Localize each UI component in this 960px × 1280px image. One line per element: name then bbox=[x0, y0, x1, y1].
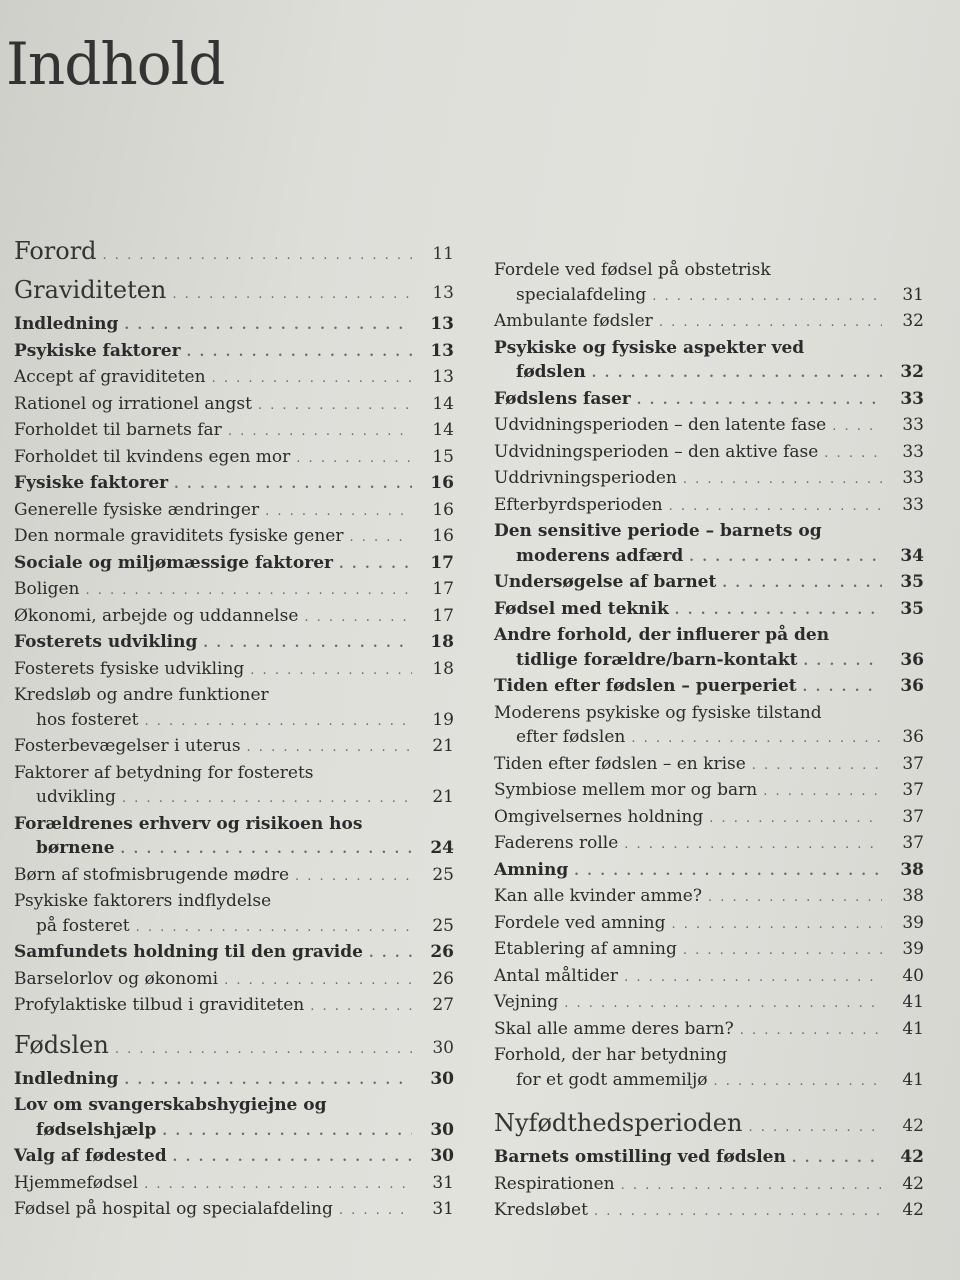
page-number: 26 bbox=[430, 942, 454, 962]
toc-entry bbox=[14, 339, 454, 366]
toc-entry-title: Faderens rolle bbox=[494, 833, 619, 853]
page-title: Indhold bbox=[6, 30, 225, 98]
toc-entry-title: Udvidningsperioden – den aktive fase bbox=[494, 441, 819, 462]
page-number: 14 bbox=[432, 393, 454, 414]
toc-entry-title: Fødsel med teknik bbox=[494, 598, 669, 619]
dot-leader bbox=[295, 865, 412, 890]
toc-entry-title: Fødsel på hospital og specialafdeling bbox=[14, 1199, 333, 1219]
page-number: 34 bbox=[900, 545, 924, 566]
toc-entry bbox=[14, 577, 454, 604]
dot-leader bbox=[224, 969, 412, 994]
toc-entry-title: Profylaktiske tilbud i graviditeten bbox=[14, 995, 305, 1015]
toc-entry bbox=[494, 413, 924, 440]
dot-leader bbox=[624, 966, 882, 991]
dot-leader bbox=[172, 278, 412, 312]
toc-entry-title: Fordele ved fødsel på obstetrisk bbox=[494, 260, 771, 280]
toc-entry-title: Efterbyrdsperioden bbox=[494, 494, 663, 515]
toc-entry bbox=[494, 778, 924, 805]
dot-leader bbox=[173, 1146, 412, 1171]
toc-entry bbox=[494, 1198, 924, 1225]
dot-leader bbox=[804, 650, 883, 675]
dot-leader bbox=[714, 1070, 882, 1095]
toc-entry bbox=[14, 657, 454, 684]
dot-leader bbox=[763, 780, 882, 805]
toc-entry bbox=[14, 734, 454, 761]
page-number: 30 bbox=[432, 1037, 454, 1058]
dot-leader bbox=[594, 1200, 882, 1225]
dot-leader bbox=[339, 1199, 412, 1224]
page-number: 39 bbox=[902, 912, 924, 933]
toc-entry bbox=[14, 889, 454, 940]
dot-leader bbox=[265, 500, 412, 525]
toc-entry bbox=[14, 273, 454, 312]
toc-entry-title: Sociale og miljømæssige faktorer bbox=[14, 552, 333, 573]
toc-entry bbox=[494, 674, 924, 701]
page-number: 39 bbox=[902, 939, 924, 959]
page-number: 41 bbox=[902, 1069, 924, 1090]
toc-entry-title-continued: for et godt ammemiljø bbox=[516, 1069, 708, 1090]
toc-entry bbox=[14, 445, 454, 472]
page-number: 32 bbox=[902, 311, 924, 331]
page-number: 41 bbox=[902, 992, 924, 1012]
page-number: 14 bbox=[432, 420, 454, 440]
dot-leader bbox=[637, 389, 882, 414]
toc-entry-title: Den normale graviditets fysiske gener bbox=[14, 526, 344, 546]
page-number: 17 bbox=[432, 605, 454, 626]
toc-entry-title: Fosterbevægelser i uterus bbox=[14, 736, 241, 756]
toc-entry-title-continued: børnene bbox=[36, 838, 115, 858]
page-number: 33 bbox=[902, 415, 924, 435]
toc-entry bbox=[14, 392, 454, 419]
toc-entry-title: Vejning bbox=[494, 992, 559, 1012]
toc-entry bbox=[494, 1043, 924, 1094]
page-number: 21 bbox=[432, 787, 454, 807]
dot-leader bbox=[652, 285, 882, 310]
dot-leader bbox=[689, 546, 882, 571]
toc-entry bbox=[14, 1197, 454, 1224]
toc-entry-title: Etablering af amning bbox=[494, 939, 677, 959]
dot-leader bbox=[675, 599, 882, 624]
toc-entry bbox=[494, 1172, 924, 1199]
toc-entry bbox=[14, 524, 454, 551]
toc-entry bbox=[14, 1144, 454, 1171]
toc-entry bbox=[14, 418, 454, 445]
toc-entry bbox=[494, 309, 924, 336]
page-number: 37 bbox=[902, 833, 924, 853]
toc-entry bbox=[14, 471, 454, 498]
page-number: 33 bbox=[902, 441, 924, 462]
dot-leader bbox=[250, 659, 412, 684]
toc-entry bbox=[494, 466, 924, 493]
page-number: 35 bbox=[900, 572, 924, 592]
page-number: 21 bbox=[432, 736, 454, 756]
toc-entry-title: Generelle fysiske ændringer bbox=[14, 499, 260, 520]
toc-entry-title: Moderens psykiske og fysiske tilstand bbox=[494, 702, 822, 723]
page-number: 31 bbox=[902, 284, 924, 305]
page-number: 40 bbox=[902, 965, 924, 986]
toc-entry-title: Forholdet til barnets far bbox=[14, 420, 222, 440]
toc-entry-title: Børn af stofmisbrugende mødre bbox=[14, 864, 290, 885]
toc-entry-title-continued: udvikling bbox=[36, 787, 116, 807]
toc-left-column bbox=[14, 234, 454, 1224]
page-number: 27 bbox=[432, 995, 454, 1015]
page-number: 42 bbox=[900, 1147, 924, 1167]
toc-entry-title: Amning bbox=[494, 859, 569, 880]
toc-entry bbox=[14, 863, 454, 890]
page-number: 38 bbox=[902, 886, 924, 906]
toc-right-column bbox=[494, 258, 924, 1225]
toc-entry bbox=[494, 1017, 924, 1044]
toc-entry bbox=[14, 1171, 454, 1198]
toc-entry-title: Ambulante fødsler bbox=[494, 311, 653, 331]
toc-entry bbox=[14, 1093, 454, 1144]
toc-entry-title: Valg af fødested bbox=[14, 1146, 167, 1166]
dot-leader bbox=[115, 1033, 412, 1067]
toc-entry-title: Barnets omstilling ved fødslen bbox=[494, 1147, 786, 1167]
page-number: 19 bbox=[432, 709, 454, 730]
page-number: 35 bbox=[900, 598, 924, 619]
toc-entry-title-continued: specialafdeling bbox=[516, 284, 647, 305]
toc-entry bbox=[14, 1067, 454, 1094]
dot-leader bbox=[803, 676, 882, 701]
dot-leader bbox=[722, 572, 882, 597]
dot-leader bbox=[683, 939, 882, 964]
toc-entry bbox=[494, 1145, 924, 1172]
toc-entry bbox=[494, 440, 924, 467]
dot-leader bbox=[621, 1174, 882, 1199]
page-number: 13 bbox=[430, 314, 454, 334]
toc-entry-title: Faktorer af betydning for fosterets bbox=[14, 762, 314, 783]
page-number: 42 bbox=[902, 1200, 924, 1220]
toc-entry bbox=[494, 964, 924, 991]
dot-leader bbox=[174, 473, 412, 498]
toc-entry-title: Samfundets holdning til den gravide bbox=[14, 942, 363, 962]
toc-entry-title: Økonomi, arbejde og uddannelse bbox=[14, 605, 299, 626]
dot-leader bbox=[792, 1147, 882, 1172]
dot-leader bbox=[672, 913, 883, 938]
page-number: 33 bbox=[900, 388, 924, 409]
toc-entry bbox=[494, 701, 924, 752]
toc-entry-title: Psykiske faktorers indflydelse bbox=[14, 891, 272, 911]
dot-leader bbox=[748, 1111, 882, 1145]
page-number: 30 bbox=[430, 1068, 454, 1089]
toc-entry bbox=[14, 604, 454, 631]
page-number: 37 bbox=[902, 806, 924, 827]
toc-entry bbox=[14, 683, 454, 734]
dot-leader bbox=[121, 838, 412, 863]
dot-leader bbox=[339, 553, 412, 578]
page-number: 30 bbox=[430, 1146, 454, 1166]
toc-entry-title: Nyfødthedsperioden bbox=[494, 1109, 743, 1137]
toc-entry-title: Undersøgelse af barnet bbox=[494, 572, 717, 592]
toc-entry-title-continued: efter fødslen bbox=[516, 727, 626, 747]
dot-leader bbox=[86, 579, 413, 604]
toc-entry bbox=[494, 937, 924, 964]
dot-leader bbox=[124, 314, 412, 339]
dot-leader bbox=[824, 442, 882, 467]
toc-entry-title: Accept af graviditeten bbox=[14, 367, 206, 387]
toc-entry-title: Tiden efter fødslen – en krise bbox=[494, 753, 746, 774]
dot-leader bbox=[162, 1120, 412, 1145]
toc-entry-title-continued: fødslen bbox=[516, 362, 586, 382]
dot-leader bbox=[258, 394, 412, 419]
dot-leader bbox=[631, 727, 882, 752]
page-number: 42 bbox=[902, 1173, 924, 1194]
toc-entry-title: Tiden efter fødslen – puerperiet bbox=[494, 676, 797, 696]
page-number: 11 bbox=[432, 244, 454, 264]
toc-entry-title: Psykiske og fysiske aspekter ved bbox=[494, 337, 805, 358]
page-number: 30 bbox=[430, 1119, 454, 1140]
toc-entry-title: Udvidningsperioden – den latente fase bbox=[494, 415, 827, 435]
toc-entry bbox=[14, 761, 454, 812]
page-number: 32 bbox=[900, 362, 924, 382]
toc-entry bbox=[14, 993, 454, 1020]
toc-entry bbox=[494, 911, 924, 938]
toc-entry bbox=[494, 623, 924, 674]
toc-entry-title: Forældrenes erhverv og risikoen hos bbox=[14, 813, 363, 834]
dot-leader bbox=[832, 415, 882, 440]
page-number: 37 bbox=[902, 780, 924, 800]
toc-entry bbox=[14, 1028, 454, 1067]
page-number: 16 bbox=[430, 473, 454, 493]
toc-entry-title: Symbiose mellem mor og barn bbox=[494, 780, 758, 800]
page-number: 15 bbox=[432, 446, 454, 467]
dot-leader bbox=[136, 916, 412, 941]
toc-entry bbox=[14, 498, 454, 525]
page-number: 31 bbox=[432, 1172, 454, 1193]
toc-entry bbox=[494, 570, 924, 597]
toc-entry-title: Fødslen bbox=[14, 1030, 109, 1059]
page-number: 24 bbox=[430, 838, 454, 858]
toc-entry bbox=[494, 752, 924, 779]
page-number: 33 bbox=[902, 468, 924, 488]
dot-leader bbox=[144, 1173, 412, 1198]
toc-entry-title: Kredsløb og andre funktioner bbox=[14, 685, 269, 705]
toc-entry bbox=[494, 1106, 924, 1145]
dot-leader bbox=[212, 367, 412, 392]
toc-entry-title: Indledning bbox=[14, 314, 119, 334]
page-number: 13 bbox=[432, 283, 454, 303]
toc-entry bbox=[14, 940, 454, 967]
toc-entry bbox=[494, 493, 924, 520]
toc-entry-title: Forhold, der har betydning bbox=[494, 1045, 728, 1065]
dot-leader bbox=[124, 1069, 412, 1094]
toc-entry bbox=[14, 312, 454, 339]
page-number: 31 bbox=[432, 1199, 454, 1219]
page-number: 36 bbox=[900, 649, 924, 670]
toc-entry-title: Fosterets fysiske udvikling bbox=[14, 658, 245, 679]
page-number: 18 bbox=[432, 658, 454, 679]
dot-leader bbox=[752, 754, 882, 779]
page-number: 25 bbox=[432, 915, 454, 936]
dot-leader bbox=[296, 447, 412, 472]
dot-leader bbox=[592, 362, 882, 387]
toc-entry-title: Fysiske faktorer bbox=[14, 473, 169, 493]
dot-leader bbox=[369, 942, 412, 967]
toc-entry-title: Boligen bbox=[14, 579, 80, 599]
toc-entry-title: Forholdet til kvindens egen mor bbox=[14, 446, 291, 467]
toc-entry-title: Andre forhold, der influerer på den bbox=[494, 625, 830, 645]
toc-entry-title: Respirationen bbox=[494, 1173, 615, 1194]
dot-leader bbox=[187, 341, 412, 366]
toc-entry bbox=[494, 336, 924, 387]
toc-entry bbox=[494, 884, 924, 911]
page-number: 37 bbox=[902, 753, 924, 774]
dot-leader bbox=[350, 526, 413, 551]
toc-entry-title: Skal alle amme deres barn? bbox=[494, 1018, 734, 1039]
toc-entry-title: Hjemmefødsel bbox=[14, 1172, 139, 1193]
page-number: 13 bbox=[430, 340, 454, 361]
dot-leader bbox=[103, 239, 412, 273]
page-number: 16 bbox=[432, 526, 454, 546]
toc-entry-title: Indledning bbox=[14, 1068, 119, 1089]
page-number: 33 bbox=[902, 494, 924, 515]
dot-leader bbox=[247, 736, 412, 761]
toc-entry-title-continued: fødselshjælp bbox=[36, 1119, 157, 1140]
toc-entry-title-continued: på fosteret bbox=[36, 915, 130, 936]
toc-entry-title: Barselorlov og økonomi bbox=[14, 968, 219, 989]
page-number: 36 bbox=[900, 676, 924, 696]
toc-entry-title-continued: tidlige forældre/barn-kontakt bbox=[516, 649, 798, 670]
dot-leader bbox=[659, 311, 882, 336]
toc-entry-title: Fødslens faser bbox=[494, 388, 631, 409]
toc-entry-title: Rationel og irrationel angst bbox=[14, 393, 252, 414]
toc-entry-title: Kan alle kvinder amme? bbox=[494, 886, 702, 906]
toc-entry-title: Uddrivningsperioden bbox=[494, 468, 677, 488]
page-number: 25 bbox=[432, 864, 454, 885]
dot-leader bbox=[144, 710, 412, 735]
toc-entry bbox=[494, 597, 924, 624]
toc-entry-title: Antal måltider bbox=[494, 965, 619, 986]
toc-entry bbox=[14, 234, 454, 273]
toc-entry-title: Kredsløbet bbox=[494, 1200, 588, 1220]
page-number: 38 bbox=[900, 859, 924, 880]
page-number: 26 bbox=[432, 968, 454, 989]
dot-leader bbox=[304, 606, 412, 631]
toc-entry bbox=[494, 258, 924, 309]
dot-leader bbox=[624, 833, 882, 858]
toc-entry bbox=[14, 551, 454, 578]
toc-entry bbox=[494, 990, 924, 1017]
page-number: 36 bbox=[902, 727, 924, 747]
toc-entry bbox=[494, 805, 924, 832]
page-number: 17 bbox=[430, 552, 454, 573]
page-number: 13 bbox=[432, 367, 454, 387]
page-number: 16 bbox=[432, 499, 454, 520]
page-number: 42 bbox=[902, 1116, 924, 1136]
toc-entry-title: Forord bbox=[14, 237, 97, 265]
toc-entry bbox=[494, 519, 924, 570]
page-number: 41 bbox=[902, 1018, 924, 1039]
toc-entry-title: Fosterets udvikling bbox=[14, 632, 198, 652]
dot-leader bbox=[740, 1019, 882, 1044]
toc-entry bbox=[494, 858, 924, 885]
page-number: 18 bbox=[430, 632, 454, 652]
dot-leader bbox=[683, 468, 882, 493]
page-number: 17 bbox=[432, 579, 454, 599]
toc-entry-title: Den sensitive periode – barnets og bbox=[494, 521, 822, 541]
dot-leader bbox=[669, 495, 882, 520]
toc-entry bbox=[14, 365, 454, 392]
toc-entry bbox=[494, 831, 924, 858]
toc-entry-title: Graviditeten bbox=[14, 276, 167, 304]
dot-leader bbox=[709, 807, 882, 832]
dot-leader bbox=[228, 420, 412, 445]
toc-entry-title-continued: moderens adfærd bbox=[516, 545, 684, 566]
toc-entry bbox=[494, 387, 924, 414]
toc-entry-title: Lov om svangerskabshygiejne og bbox=[14, 1095, 327, 1115]
toc-entry-title-continued: hos fosteret bbox=[36, 709, 139, 730]
toc-entry-title: Psykiske faktorer bbox=[14, 340, 181, 361]
dot-leader bbox=[574, 860, 882, 885]
dot-leader bbox=[203, 632, 412, 657]
toc-entry bbox=[14, 630, 454, 657]
toc-entry bbox=[14, 967, 454, 994]
dot-leader bbox=[122, 787, 412, 812]
toc-entry bbox=[14, 812, 454, 863]
toc-entry-title: Omgivelsernes holdning bbox=[494, 806, 704, 827]
dot-leader bbox=[310, 995, 412, 1020]
toc-entry-title: Fordele ved amning bbox=[494, 912, 666, 933]
dot-leader bbox=[708, 886, 882, 911]
dot-leader bbox=[564, 992, 882, 1017]
